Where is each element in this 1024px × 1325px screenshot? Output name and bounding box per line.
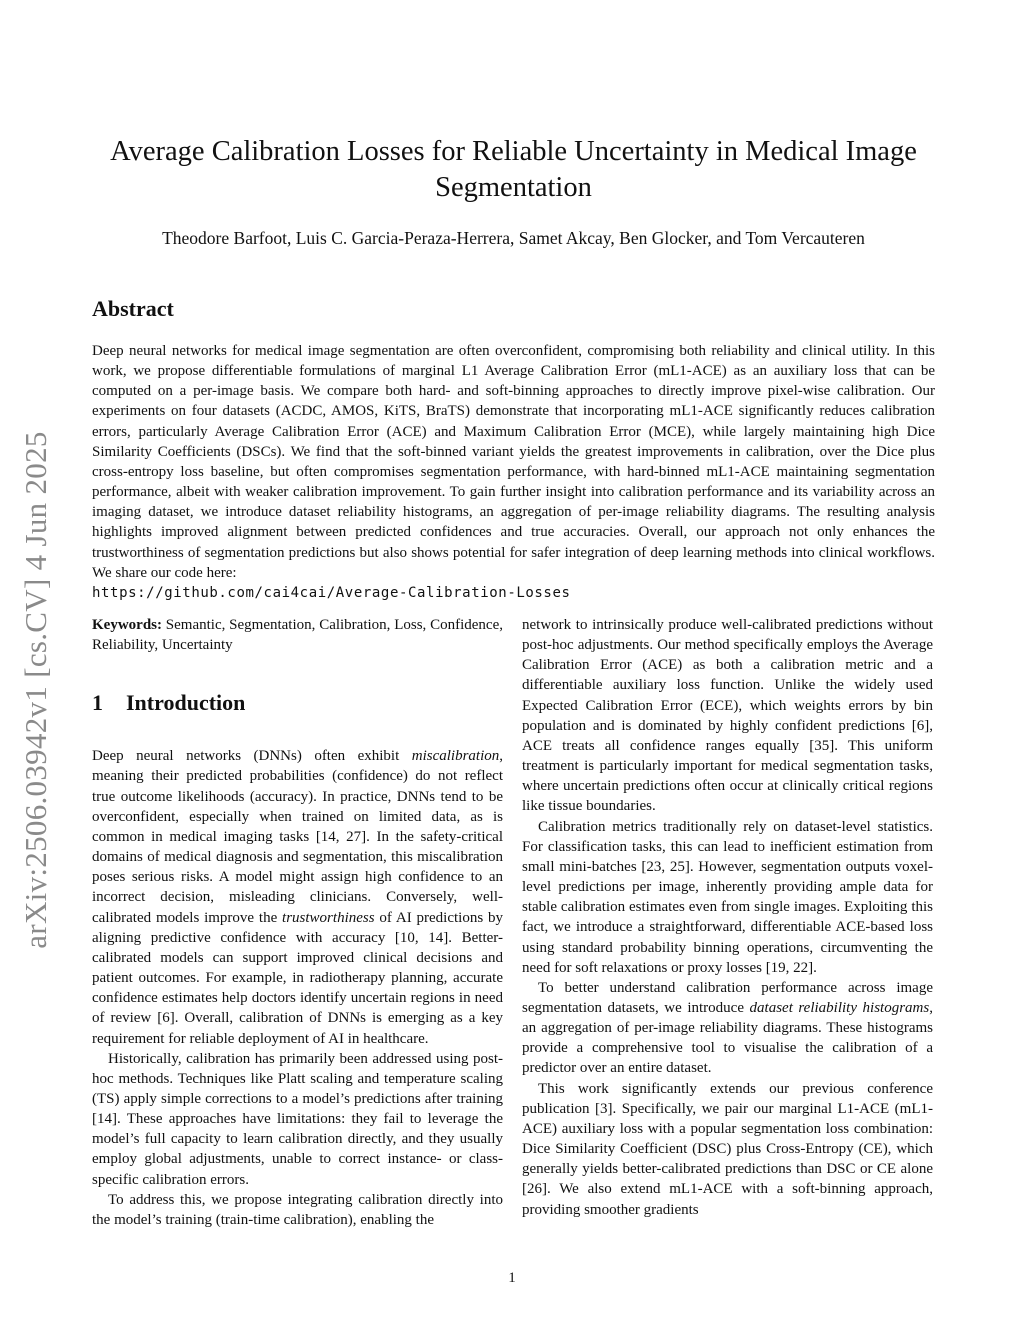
section-number: 1 <box>92 690 103 716</box>
text-run: To better understand calibration performance across image segmentation datasets, we introduce <box>522 979 933 1016</box>
keywords <box>92 615 503 655</box>
text-run: , an aggregation of per-image reliability diagrams. These histograms provide a comprehensive tool to visualise the calibration of a predictor over an entire dataset. <box>522 999 933 1077</box>
paper-title: Average Calibration Losses for Reliable Uncertainty in Medical Image Segmentation <box>110 136 917 203</box>
arxiv-identifier-stamp: arXiv:2506.03942v1 [cs.CV] 4 Jun 2025 <box>18 431 53 949</box>
intro-paragraph-5 <box>522 978 933 1079</box>
text-run: , meaning their predicted probabilities (confidence) do not reflect true outcome likelihoods (accuracy). In practice, DNNs tend to be overconfident, especially when trained on limited data, as is common in medical imaging tasks [14, 27]. In the safety-critical domains of medical diagnosis and segmentation, this miscalibration poses serious risks. A model might assign high confidence to an incorrect decision, misleading clinicians. Conversely, well-calibrated models improve the <box>92 748 503 926</box>
emphasis-trustworthiness: trustworthiness <box>282 909 375 926</box>
author-list: Theodore Barfoot, Luis C. Garcia-Peraza-Herrera, Samet Akcay, Ben Glocker, and Tom Vercauteren <box>162 228 865 248</box>
page-number: 1 <box>508 1270 516 1286</box>
emphasis-miscalibration: miscalibration <box>411 748 500 765</box>
right-column <box>522 615 933 1220</box>
intro-paragraph-3-continued: network to intrinsically produce well-calibrated predictions without post-hoc adjustments. Our method specifically employs the Average Calibration Error (ACE) as both a calibration metric and a differentiable auxiliary loss function. Unlike the widely used Expected Calibration Error (ECE), which weights errors by bin population and is dominated by highly confident predictions [6], ACE treats all confidence ranges equally [35]. This uniform treatment is particularly important for medical segmentation tasks, where uncertain predictions often occur at clinically critical regions like tissue boundaries. <box>522 617 933 815</box>
text-run: Deep neural networks (DNNs) often exhibit <box>92 748 412 765</box>
intro-paragraph-3-start: To address this, we propose integrating calibration directly into the model’s training (train-time calibration), enabling the <box>92 1191 503 1228</box>
left-column <box>92 615 503 1230</box>
code-repository-link[interactable]: https://github.com/cai4cai/Average-Calibration-Losses <box>92 584 571 601</box>
keywords-text: Semantic, Segmentation, Calibration, Loss, Confidence, Reliability, Uncertainty <box>92 617 503 654</box>
text-run: of AI predictions by aligning predictive confidence with accuracy [10, 14]. Better-calibrated models can support improved clinical decisions and patient outcomes. For example, in radiotherapy planning, accurate confidence estimates help doctors identify uncertain regions in need of review [6]. Overall, calibration of DNNs is emerging as a key requirement for reliable deployment of AI in healthcare. <box>92 909 503 1047</box>
intro-paragraph-1 <box>92 746 503 1048</box>
section-heading-introduction <box>92 690 503 716</box>
intro-paragraph-4: Calibration metrics traditionally rely on dataset-level statistics. For classification tasks, this can lead to inefficient estimation from small mini-batches [23, 25]. However, segmentation outputs voxel-level predictions per image, inherently providing ample data for stable calibration estimates even from single images. Exploiting this fact, we introduce a straightforward, differentiable ACE-based loss using standard probability binning operations, circumventing the need for soft relaxations or proxy losses [19, 22]. <box>522 818 933 976</box>
emphasis-dataset-reliability-histograms: dataset reliability histograms <box>749 999 930 1016</box>
abstract-body <box>92 341 935 603</box>
section-title: Introduction <box>126 690 246 716</box>
intro-paragraph-6: This work significantly extends our previous conference publication [3]. Specifically, we pair our marginal L1-ACE (mL1-ACE) auxiliary loss with a popular segmentation loss combination: Dice Similarity Coefficient (DSC) plus Cross-Entropy (CE), which generally yields better-calibrated predictions than DSC or CE alone [26]. We also extend mL1-ACE with a soft-binning approach, providing smoother gradients <box>522 1080 933 1218</box>
intro-paragraph-2: Historically, calibration has primarily been addressed using post-hoc methods. Techniques like Platt scaling and temperature scaling (TS) apply simple corrections to a model’s predictions after training [14]. These approaches have limitations: they fail to leverage the model’s full capacity to learn calibration directly, and they usually employ global adjustments, unable to correct instance- or class-specific calibration errors. <box>92 1050 503 1188</box>
keywords-label: Keywords: <box>92 617 162 633</box>
abstract-text: Deep neural networks for medical image segmentation are often overconfident, compromising both reliability and clinical utility. In this work, we propose differentiable formulations of marginal L1 Average Calibration Error (mL1-ACE) as an auxiliary loss that can be computed on a per-image basis. We compare both hard- and soft-binning approaches to directly improve pixel-wise calibration. Our experiments on four datasets (ACDC, AMOS, KiTS, BraTS) demonstrate that incorporating mL1-ACE significantly reduces calibration errors, particularly Average Calibration Error (ACE) and Maximum Calibration Error (MCE), while largely maintaining high Dice Similarity Coefficients (DSCs). We find that the soft-binned variant yields the greatest improvements in calibration, over the Dice plus cross-entropy loss baseline, but often compromises segmentation performance, with hard-binned mL1-ACE maintaining segmentation performance, albeit with weaker calibration improvement. To gain further insight into calibration performance and its variability across an imaging dataset, we introduce dataset reliability histograms, an aggregation of per-image reliability diagrams. The resulting analysis highlights improved alignment between predicted confidences and true accuracies. Overall, our approach not only enhances the trustworthiness of segmentation predictions but also shows potential for safer integration of deep learning methods into clinical workflows. We share our code here: <box>92 343 935 581</box>
abstract-heading: Abstract <box>92 296 174 321</box>
